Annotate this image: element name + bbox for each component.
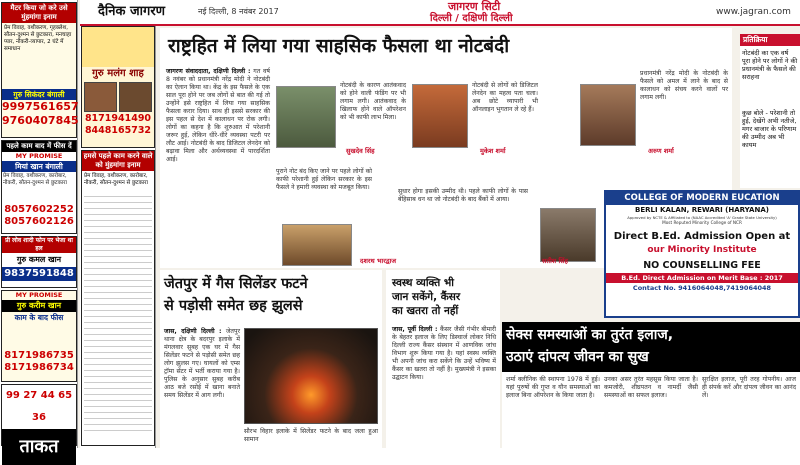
fire-story: [160, 270, 382, 448]
ad-phone: 9760407845: [2, 114, 79, 127]
ad-promise: MY PROMISE: [15, 291, 63, 299]
ad-karim-khan: [1, 290, 77, 382]
college-location: BERLI KALAN, REWARI (HARYANA): [635, 206, 769, 214]
fire-headline: से पड़ोसी समेत छह झुलसे: [164, 298, 303, 314]
health-story: [386, 270, 500, 448]
quote5-photo: [540, 208, 596, 262]
ad-col: उनका असर तुरंत महसूस किया जाता है। कमजोरी, शीघ्रपतन व नामर्दी जैसी समस्याओं का सफल इलाज।: [604, 376, 698, 399]
quote2-photo: [412, 84, 468, 148]
ad-name: गुरु सिकंदर बंगाली: [2, 89, 76, 100]
ad-lower-middle: [81, 150, 155, 446]
health-byline: जास, पूर्वी दिल्ली :: [392, 326, 438, 333]
admission-line2: our Minority Institute: [647, 245, 757, 255]
ad-spacer: [2, 324, 76, 350]
ad-headline: [502, 322, 800, 372]
masthead: [80, 0, 800, 26]
fire-caption: सौरभ विहार इलाके में सिलेंडर फटने के बाद जला हुआ सामान: [244, 428, 378, 443]
ad-phone: 8171986735: [4, 350, 74, 361]
main-byline: जागरण संवाददाता, दक्षिणी दिल्ली :: [166, 68, 251, 75]
ad-name: मियां खान बंगाली: [2, 161, 76, 172]
ad-headline: काम के बाद फीस: [14, 313, 64, 322]
guru-photo: [119, 82, 152, 112]
quote4-photo: [282, 224, 352, 266]
quote5-name: सतीश सिंह: [542, 257, 568, 265]
ad-name: गुरु कमल खान: [16, 255, 62, 264]
edition-date: नई दिल्ली, 8 नवंबर 2017: [198, 7, 279, 16]
ad-photos: [82, 81, 154, 113]
pratikriya-item: नोटबंदी का एक वर्ष पूरा होने पर लोगों ने की प्रधानमंत्री के फैसले की सराहना: [742, 49, 798, 81]
college-contact: Contact No. 9416064048,7419064048: [632, 284, 772, 292]
ad-phone: 9837591848: [2, 267, 76, 281]
ad-phone: 8057602252: [4, 204, 74, 215]
middle-ad-column: [80, 26, 156, 448]
pratikriya-title: प्रतिक्रिया: [740, 34, 800, 46]
college-title: COLLEGE OF MODERN EUCATION: [606, 192, 798, 205]
ad-filler-lines: [84, 191, 152, 431]
fire-headline: जेतपुर में गैस सिलेंडर फटने: [164, 276, 308, 292]
college-approval: Approved by NCTE & Affiliated to (NAAC Accredited 'A' Grade State University): [627, 215, 777, 220]
ad-headline: पहले काम बाद में फीस दें: [2, 141, 76, 152]
quote1-photo: [276, 86, 336, 148]
health-body: [392, 326, 496, 446]
ad-phone: 8448165732: [84, 125, 152, 136]
section-name: दिल्ली / दक्षिणी दिल्ली: [430, 13, 513, 24]
ad-body: प्रेम विवाह, वशीकरण, कारोबार, नौकरी, सौतन-दुश्मन से छुटकारा: [84, 173, 148, 186]
ad-headline-line2: उठाएं दांपत्य जीवन का सुख: [506, 349, 649, 365]
ad-headline: हमसे पहले काम करने वाले को मुंहमांगा इनाम: [83, 152, 153, 169]
ad-promise: MY PROMISE: [15, 152, 63, 160]
ad-body: प्रेम विवाह, वशीकरण, गृहक्लेश, सौतन-दुश्मन से छुटकारा, मनचाहा प्यार, नौकरी-व्यापार, 2 घंटे में समाधान: [4, 25, 72, 52]
section-brand: जागरण सिटी: [448, 0, 501, 13]
quote4-text: पुराने नोट बंद किए जाने पर पहले लोगों को काफी परेशानी हुई लेकिन सरकार के इस फैसले ने हमारी व्यवस्था को मजबूत किया।: [276, 168, 372, 191]
health-headline: का खतरा तो नहीं: [392, 305, 459, 317]
main-body: [166, 68, 270, 264]
ad-headline: मैटर किया जो करे उसे मुंहमांगा इनाम: [2, 3, 76, 23]
quote2-name: मुकेश शर्मा: [480, 147, 506, 155]
ad-title: गुरु मलंग शाह: [92, 68, 144, 79]
fire-photo: [244, 328, 378, 424]
fire-body: [164, 328, 240, 446]
counselling-fee: NO COUNSELLING FEE: [643, 260, 761, 271]
pratikriya-box: [740, 34, 800, 188]
quote3-text: प्रधानमंत्री नरेंद्र मोदी के नोटबंदी के फैसले को अमल में लाने के बाद से कालाधन को संचय करने वालों पर लगाम लगी।: [640, 70, 728, 101]
quote2-text: नोटबंदी से लोगों को डिजिटल लेनदेन का महत्व पता चला। अब छोटे व्यापारी भी ऑनलाइन भुगतान ले रहे हैं।: [472, 82, 538, 113]
sexology-ad: [502, 322, 800, 448]
health-text: कैंसर जैसी गंभीर बीमारी के बेहतर इलाज के लिए डिस्चार्ज लोकर निधि दिल्ली राज्य कैंसर संस्थान में आणविक जांच विभाग शुरू किया गया है। यहां स्वस्थ व्यक्ति भी अपनी जांच करा सकेंगे कि उन्हें भविष्य में कैंसर का खतरा तो नहीं है। मुख्यमंत्री ने इसका उद्घाटन किया।: [392, 326, 496, 381]
quote4-name: दशरथ भारद्वाज: [360, 257, 397, 265]
ad-bottom-phone: [1, 384, 77, 457]
admission-line1: Direct B.Ed. Admission Open at: [613, 231, 791, 242]
ad-name: गुरु करीम खान: [2, 300, 76, 312]
ad-phone: 9997561657: [2, 100, 79, 113]
ad-col: सुरक्षित इलाज, पूरी तरह गोपनीय। आज ही संपर्क करें और दांपत्य जीवन का आनंद लें।: [702, 376, 796, 399]
ad-sikandar: [1, 2, 77, 138]
ad-phone: 8171986734: [4, 362, 74, 373]
health-headline: स्वस्थ व्यक्ति भी: [392, 277, 454, 289]
paper-name: दैनिक जागरण: [98, 4, 166, 19]
health-headline: जान सकेंगे, कैंसर: [392, 291, 461, 303]
ad-phone: 8057602126: [4, 216, 74, 227]
college-ad: [604, 190, 800, 318]
main-headline: राष्ट्रहित में लिया गया साहसिक फैसला था नोटबंदी: [168, 35, 510, 57]
ad-phone: 8171941490: [84, 113, 152, 124]
ad-banner: [82, 27, 154, 67]
fire-byline: जास, दक्षिणी दिल्ली :: [164, 328, 222, 335]
ad-kamal-khan: [1, 236, 77, 288]
quote5-text: सुधार होगा इसकी उम्मीद थी। पहले काफी लोगों के पास बेहिसाब धन था जो नोटबंदी के बाद बैंकों में आया।: [398, 188, 528, 203]
ad-word: ताकत: [2, 429, 76, 465]
site-url: www.jagran.com: [716, 7, 791, 17]
college-approval: Most Reputed Minority College of NCR: [662, 220, 742, 225]
ad-headline: प्री लोव शादी फोन पर भेजा था हल: [2, 237, 76, 253]
quote3-photo: [580, 84, 636, 146]
ad-miyan-khan: [1, 140, 77, 234]
ad-headline-line1: सेक्स समस्याओं का तुरंत इलाज,: [506, 327, 674, 343]
ad-columns: [502, 372, 800, 446]
quote1-name: सुखदेव सिंह: [346, 147, 375, 155]
fire-text: जेतपुर थाना क्षेत्र के बदरपुर इलाके में मंगलवार सुबह एक घर में गैस सिलेंडर फटने से पड़ोसी समेत छह लोग झुलस गए। घायलों को एम्स ट्रॉमा सेंटर में भर्ती कराया गया है। पुलिस के अनुसार सुबह करीब आठ बजे रसोई में खाना बनाते समय सिलेंडर में आग लगी।: [164, 328, 240, 399]
quote1-text: नोटबंदी के कारण आतंकवाद को होने वाली फंडिंग पर भी लगाम लगी। आतंकवाद के खिलाफ होने वाले ऑपरेशन को भी काफी लाभ मिला।: [340, 82, 406, 121]
main-text: गत वर्ष 8 नवंबर को प्रधानमंत्री नरेंद्र मोदी ने नोटबंदी का ऐलान किया था। केंद्र के इस फैसले के एक साल पूरा होने पर जब लोगों से बात की गई तो उन्होंने इसे राष्ट्रहित में लिया गया साहसिक फैसला करार दिया। साथ ही इससे सरकार की इस पहल से देश में कालाधन पर रोक लगी। लोगों का कहना है कि शुरुआत में परेशानी जरूर हुई, लेकिन धीरे-धीरे व्यवस्था पटरी पर लौट आई। नोटबंदी के बाद डिजिटल लेनदेन को बढ़ावा मिला और अर्थव्यवस्था में पारदर्शिता आई।: [166, 68, 270, 163]
ad-col: शर्मा क्लीनिक की स्थापना 1978 में हुई। यहां पुरुषों की गुप्त व यौन समस्याओं का इलाज बिना ऑपरेशन के किया जाता है।: [506, 376, 600, 399]
ad-body: प्रेम विवाह, वशीकरण, कारोबार, नौकरी, सौतन-दुश्मन से छुटकारा: [3, 173, 67, 186]
ad-guru-malang: [81, 26, 155, 148]
guru-photo: [84, 82, 117, 112]
pratikriya-item: कुछ बोले - परेशानी तो हुई, देखेंगे अभी नतीजे, मगर बाजार के परिणाम की उम्मीद अब भी कायम: [742, 109, 797, 149]
ad-phone: 99 27 44 65 36: [5, 390, 73, 423]
left-ad-column: [0, 0, 79, 457]
quote3-name: अरुण शर्मा: [648, 147, 674, 155]
merit-line: B.Ed. Direct Admission on Merit Base : 2017: [606, 273, 798, 283]
